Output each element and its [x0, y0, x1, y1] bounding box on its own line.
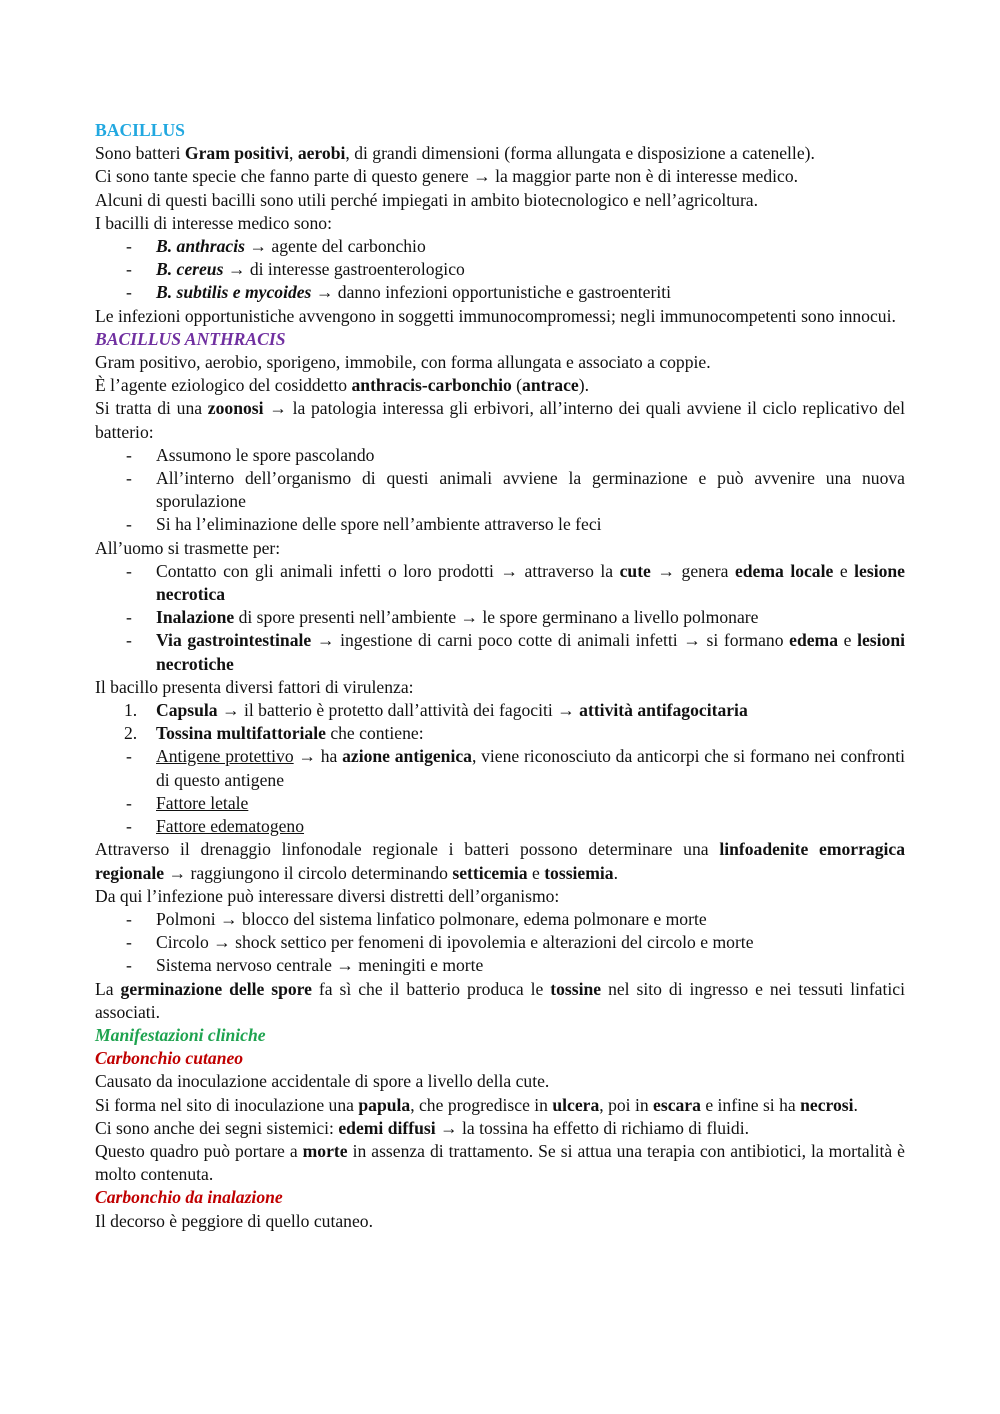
- arrow-icon: →: [269, 398, 287, 419]
- cutaneous-paragraph-2: Si forma nel sito di inoculazione una papula, che progredisce in ulcera, poi in escara e infine si ha necrosi.: [95, 1094, 858, 1115]
- list-item: - Assumono le spore pascolando: [95, 444, 905, 467]
- list-item: - B. subtilis e mycoides → danno infezioni opportunistiche e gastroenteriti: [95, 281, 905, 304]
- arrow-icon: →: [336, 955, 354, 976]
- anthracis-paragraph-6: Attraverso il drenaggio linfonodale regionale i batteri possono determinare una linfoadenite emorragica regionale → raggiungono il circolo determinando setticemia e tossiemia.: [95, 839, 905, 883]
- toxin-components-list: [95, 745, 905, 838]
- arrow-icon: →: [500, 560, 518, 581]
- list-item: - Circolo → shock settico per fenomeni di ipovolemia e alterazioni del circolo e morte: [95, 931, 905, 954]
- list-item: - Inalazione di spore presenti nell’ambiente → le spore germinano a livello polmonare: [95, 606, 905, 629]
- heading-inhalation-anthrax: Carbonchio da inalazione: [95, 1187, 283, 1208]
- inhalation-paragraph-1: Il decorso è peggiore di quello cutaneo.: [95, 1210, 373, 1231]
- list-item: - Sistema nervoso centrale → meningiti e morte: [95, 954, 905, 977]
- list-item: 1. Capsula → il batterio è protetto dall’attività dei fagociti → attività antifagocitaria: [124, 700, 748, 721]
- cutaneous-paragraph-3: Ci sono anche dei segni sistemici: edemi diffusi → la tossina ha effetto di richiamo di fluidi.: [95, 1117, 749, 1138]
- arrow-icon: →: [168, 862, 187, 883]
- intro-paragraph-2: Ci sono tante specie che fanno parte di questo genere → la maggior parte non è di interesse medico.: [95, 166, 799, 187]
- arrow-icon: →: [220, 908, 238, 929]
- anthracis-paragraph-8: La germinazione delle spore fa sì che il batterio produca le tossine nel sito di ingresso e nei tessuti linfatici associati.: [95, 978, 905, 1022]
- list-item: - Fattore edematogeno: [95, 815, 905, 838]
- anthracis-paragraph-3: Si tratta di una zoonosi → la patologia interessa gli erbivori, all’interno dei quali avviene il ciclo replicativo del batterio:: [95, 398, 905, 442]
- arrow-icon: →: [473, 166, 491, 187]
- intro-paragraph-3: Alcuni di questi bacilli sono utili perché impiegati in ambito biotecnologico e nell’agricoltura.: [95, 189, 759, 210]
- cycle-list: [95, 444, 905, 537]
- intro-paragraph-1: Sono batteri Gram positivi, aerobi, di grandi dimensioni (forma allungata e disposizione a catenelle).: [95, 143, 815, 164]
- heading-clinical-manifestations: Manifestazioni cliniche: [95, 1024, 266, 1045]
- list-item: - Contatto con gli animali infetti o loro prodotti → attraverso la cute → genera edema locale e lesione necrotica: [95, 560, 905, 606]
- anthracis-paragraph-4: All’uomo si trasmette per:: [95, 537, 281, 558]
- arrow-icon: →: [227, 259, 246, 280]
- intro-paragraph-4: I bacilli di interesse medico sono:: [95, 212, 332, 233]
- species-list: [95, 235, 905, 305]
- arrow-icon: →: [683, 630, 701, 651]
- arrow-icon: →: [213, 932, 231, 953]
- anthracis-paragraph-2: È l’agente eziologico del cosiddetto anthracis-carbonchio (antrace).: [95, 375, 589, 396]
- list-item: - Si ha l’eliminazione delle spore nell’ambiente attraverso le feci: [95, 513, 905, 536]
- districts-list: [95, 908, 905, 978]
- heading-cutaneous-anthrax: Carbonchio cutaneo: [95, 1048, 244, 1069]
- arrow-icon: →: [557, 700, 575, 721]
- anthracis-paragraph-1: Gram positivo, aerobio, sporigeno, immobile, con forma allungata e associato a coppie.: [95, 352, 711, 373]
- list-item: - Antigene protettivo → ha azione antigenica, viene riconosciuto da anticorpi che si formano nei confronti di questo antigene: [95, 745, 905, 791]
- anthracis-paragraph-7: Da qui l’infezione può interessare diversi distretti dell’organismo:: [95, 885, 560, 906]
- list-item: 2. Tossina multifattoriale che contiene:: [124, 723, 424, 744]
- transmission-list: [95, 560, 905, 676]
- heading-bacillus-anthracis: BACILLUS ANTHRACIS: [95, 328, 286, 349]
- list-item: - B. cereus → di interesse gastroenterologico: [95, 258, 905, 281]
- list-item: - All’interno dell’organismo di questi animali avviene la germinazione e può avvenire una nuova sporulazione: [95, 467, 905, 513]
- arrow-icon: →: [460, 607, 478, 628]
- list-item: - Via gastrointestinale → ingestione di carni poco cotte di animali infetti → si formano edema e lesioni necrotiche: [95, 629, 905, 675]
- arrow-icon: →: [249, 236, 267, 257]
- arrow-icon: →: [222, 700, 240, 721]
- virulence-list: [95, 699, 905, 745]
- heading-bacillus: BACILLUS: [95, 120, 185, 140]
- arrow-icon: →: [316, 630, 335, 651]
- list-item: - Fattore letale: [95, 792, 905, 815]
- opportunistic-paragraph: Le infezioni opportunistiche avvengono in soggetti immunocompromessi; negli immunocompetenti sono innocui.: [95, 305, 896, 326]
- arrow-icon: →: [298, 746, 316, 767]
- arrow-icon: →: [657, 560, 675, 581]
- arrow-icon: →: [315, 282, 334, 303]
- cutaneous-paragraph-4: Questo quadro può portare a morte in assenza di trattamento. Se si attua una terapia con antibiotici, la mortalità è molto contenuta.: [95, 1140, 905, 1185]
- list-item: - Polmoni → blocco del sistema linfatico polmonare, edema polmonare e morte: [95, 908, 905, 931]
- list-item: - B. anthracis → agente del carbonchio: [95, 235, 905, 258]
- anthracis-paragraph-5: Il bacillo presenta diversi fattori di virulenza:: [95, 676, 414, 697]
- cutaneous-paragraph-1: Causato da inoculazione accidentale di spore a livello della cute.: [95, 1071, 550, 1092]
- arrow-icon: →: [440, 1117, 458, 1138]
